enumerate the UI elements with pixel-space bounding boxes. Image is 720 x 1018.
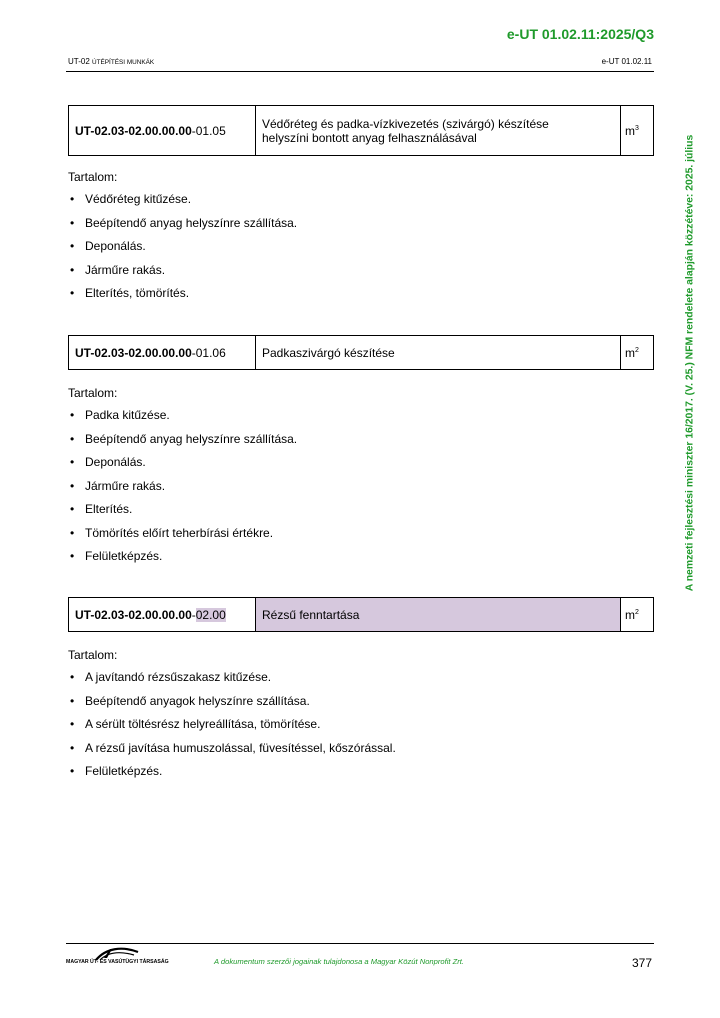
list-item: • Beépítendő anyag helyszínre szállítása. bbox=[68, 432, 297, 456]
header-doc-id: e-UT 01.02.11 bbox=[601, 57, 652, 66]
content-label: Tartalom: bbox=[68, 170, 118, 184]
list-item: • Beépítendő anyagok helyszínre szállítása. bbox=[68, 694, 396, 718]
item-title-line-2: helyszíni bontott anyag felhasználásával bbox=[262, 130, 477, 145]
item-content-01-05 bbox=[68, 170, 297, 310]
list-item: • Tömörítés előírt teherbírási értékre. bbox=[68, 526, 297, 550]
unit-exponent: 2 bbox=[635, 346, 639, 354]
header-chapter-prefix: UT-02 bbox=[68, 57, 93, 66]
list-item: • Deponálás. bbox=[68, 455, 297, 479]
item-code bbox=[69, 106, 256, 156]
unit-base: m bbox=[625, 123, 635, 138]
item-unit bbox=[621, 598, 654, 632]
list-item: • Deponálás. bbox=[68, 239, 297, 263]
content-label: Tartalom: bbox=[68, 648, 118, 662]
item-title: Padkaszivárgó készítése bbox=[256, 336, 621, 370]
list-item: • Járműre rakás. bbox=[68, 263, 297, 287]
content-list bbox=[68, 408, 297, 573]
unit-base: m bbox=[625, 607, 635, 622]
item-code bbox=[69, 336, 256, 370]
list-item: • A rézsű javítása humuszolással, füvesítéssel, kőszórással. bbox=[68, 741, 396, 765]
document-code: e-UT 01.02.11:2025/Q3 bbox=[506, 26, 654, 42]
item-unit bbox=[621, 106, 654, 156]
item-code-highlight: 02.00 bbox=[195, 607, 226, 622]
item-code-rest: -01.06 bbox=[191, 345, 226, 360]
content-label: Tartalom: bbox=[68, 386, 118, 400]
item-title bbox=[256, 106, 621, 156]
item-code-rest: -01.05 bbox=[191, 123, 226, 138]
list-item: • Padka kitűzése. bbox=[68, 408, 297, 432]
content-list bbox=[68, 670, 396, 788]
running-header bbox=[66, 57, 654, 72]
item-code-bold: UT-02.03-02.00.00.00 bbox=[75, 607, 192, 622]
list-item: • A javítandó rézsűszakasz kitűzése. bbox=[68, 670, 396, 694]
side-note-text: A nemzeti fejlesztési miniszter 16/2017. (V. 25.) NFM rendelete alapján közzétéve: 2025. július bbox=[684, 134, 696, 592]
item-content-01-06 bbox=[68, 386, 297, 573]
unit-base: m bbox=[625, 345, 635, 360]
item-content-02-00 bbox=[68, 648, 396, 788]
logo-text: MAGYAR ÚT- ÉS VASÚTÜGYI TÁRSASÁG bbox=[66, 959, 169, 965]
list-item: • Járműre rakás. bbox=[68, 479, 297, 503]
list-item: • Beépítendő anyag helyszínre szállítása. bbox=[68, 216, 297, 240]
header-chapter bbox=[68, 57, 154, 66]
list-item: • Elterítés. bbox=[68, 502, 297, 526]
item-code-dash: - bbox=[191, 607, 196, 622]
item-title-line-1: Védőréteg és padka-vízkivezetés (szivárgó) készítése bbox=[262, 116, 549, 131]
item-table-01-05 bbox=[68, 105, 654, 156]
page-number: 377 bbox=[631, 956, 652, 970]
organization-logo bbox=[66, 946, 169, 974]
list-item: • Elterítés, tömörítés. bbox=[68, 286, 297, 310]
item-code-bold: UT-02.03-02.00.00.00 bbox=[75, 123, 192, 138]
footer-divider bbox=[66, 943, 654, 944]
item-code-bold: UT-02.03-02.00.00.00 bbox=[75, 345, 192, 360]
list-item: • Felületképzés. bbox=[68, 549, 297, 573]
side-note bbox=[682, 94, 698, 632]
content-list bbox=[68, 192, 297, 310]
unit-exponent: 2 bbox=[635, 608, 639, 616]
item-table-02-00 bbox=[68, 597, 654, 632]
item-table-01-06 bbox=[68, 335, 654, 370]
list-item: • Védőréteg kitűzése. bbox=[68, 192, 297, 216]
copyright-notice: A dokumentum szerzői jogainak tulajdonosa a Magyar Közút Nonprofit Zrt. bbox=[214, 957, 465, 966]
list-item: • Felületképzés. bbox=[68, 764, 396, 788]
item-code bbox=[69, 598, 256, 632]
item-title: Rézsű fenntartása bbox=[256, 598, 621, 632]
list-item: • A sérült töltésrész helyreállítása, tömörítése. bbox=[68, 717, 396, 741]
header-chapter-title: ÚTÉPÍTÉSI MUNKÁK bbox=[92, 59, 155, 66]
item-unit bbox=[621, 336, 654, 370]
unit-exponent: 3 bbox=[635, 124, 639, 132]
